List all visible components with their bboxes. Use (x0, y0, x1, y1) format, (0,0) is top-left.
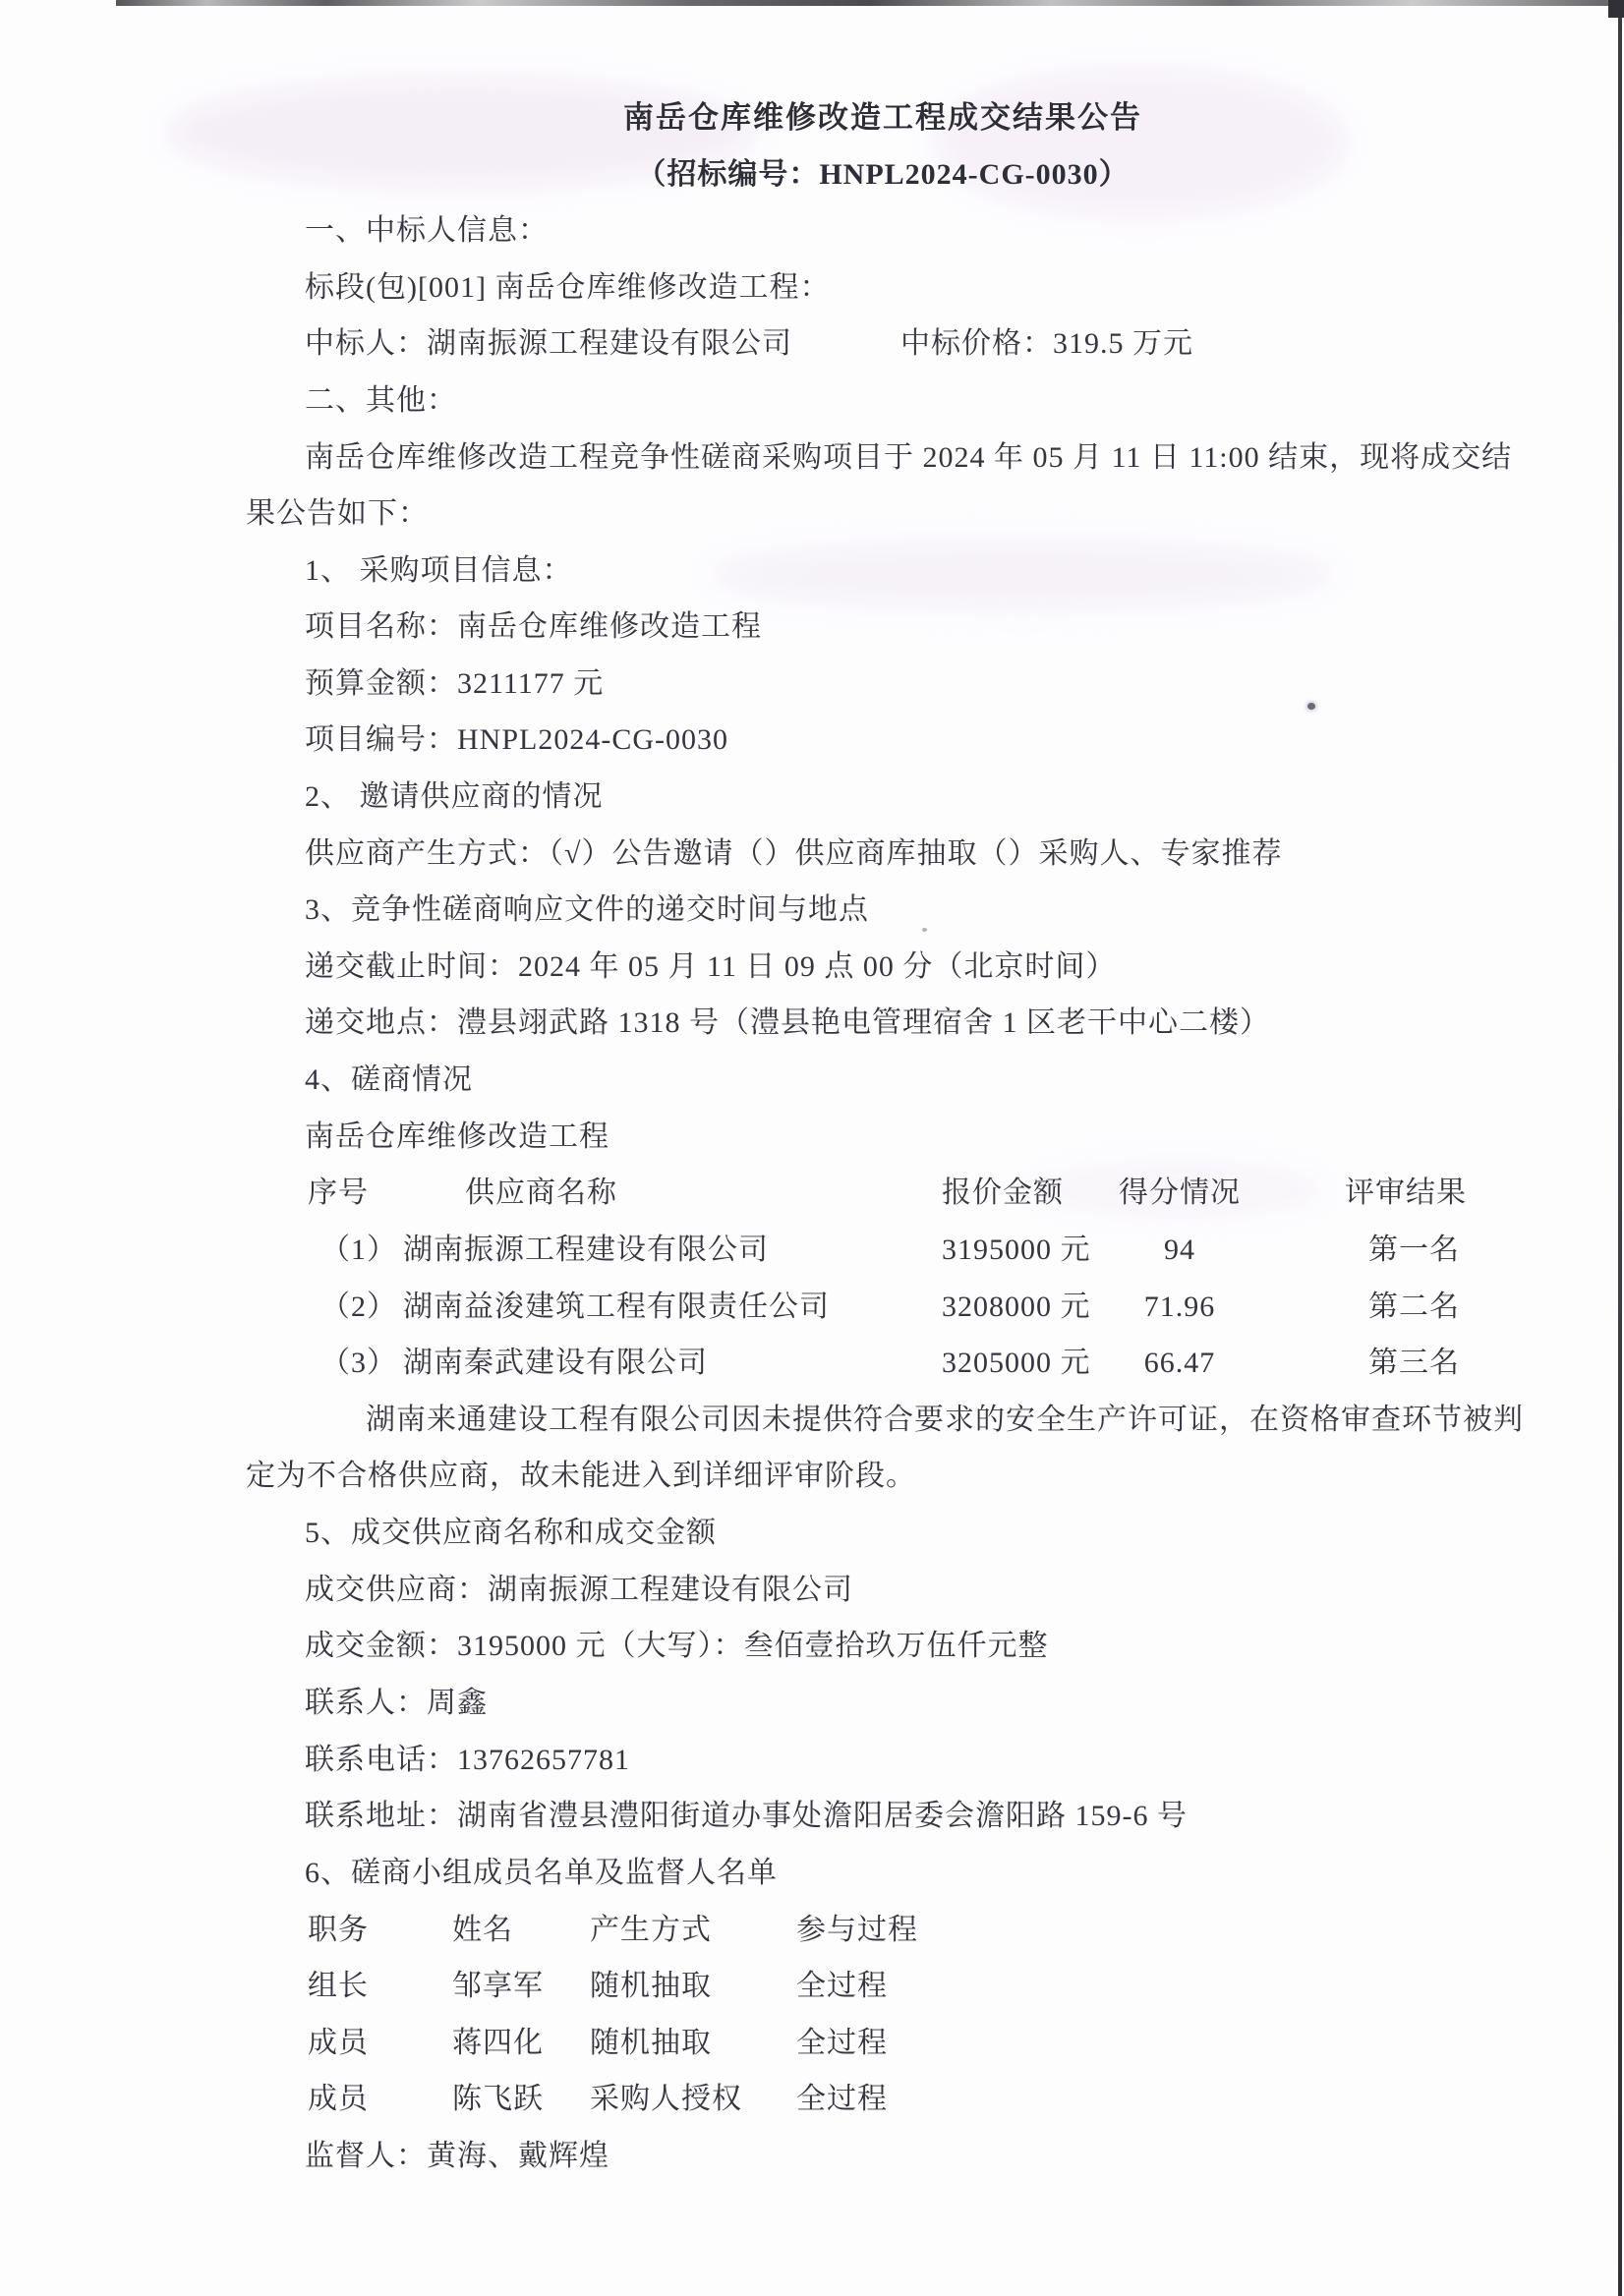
project-number-line: 项目编号：HNPL2024-CG-0030 (305, 723, 728, 756)
supplier-table-header-seq: 序号 (308, 1177, 369, 1209)
supplier-table-header-result: 评审结果 (1345, 1177, 1467, 1209)
panel-row-name: 陈飞跃 (452, 2083, 544, 2115)
panel-row-process: 全过程 (796, 2083, 888, 2115)
negotiation-heading: 4、磋商情况 (305, 1063, 473, 1096)
panel-row-process: 全过程 (796, 2027, 888, 2059)
intro-line-2: 果公告如下： (246, 497, 429, 530)
panel-row-method: 随机抽取 (590, 2027, 712, 2059)
award-amount-line: 成交金额：3195000 元（大写）：叁佰壹拾玖万伍仟元整 (305, 1630, 1049, 1662)
supervisor-line: 监督人：黄海、戴辉煌 (305, 2140, 609, 2172)
scan-speck (922, 928, 927, 932)
panel-row-role: 成员 (308, 2083, 369, 2115)
winner-section-heading: 一、中标人信息： (305, 214, 549, 247)
supplier-row-name: 湖南益浚建筑工程有限责任公司 (403, 1291, 830, 1323)
supplier-row-score: 94 (1164, 1234, 1195, 1266)
panel-row-role: 成员 (308, 2027, 369, 2059)
contact-phone-line: 联系电话：13762657781 (305, 1744, 630, 1776)
supplier-row-price: 3195000 元 (942, 1234, 1091, 1266)
contact-address-line: 联系地址：湖南省澧县澧阳街道办事处澹阳居委会澹阳路 159-6 号 (305, 1800, 1188, 1832)
scan-right-edge-artifact (1618, 0, 1622, 2296)
supplier-row-name: 湖南秦武建设有限公司 (403, 1347, 708, 1379)
supplier-row-seq: （1） (320, 1234, 397, 1266)
panel-header-process: 参与过程 (796, 1914, 918, 1946)
project-info-heading: 1、 采购项目信息： (305, 554, 573, 587)
panel-row-name: 邹享军 (452, 1970, 544, 2002)
deadline-line: 递交截止时间：2024 年 05 月 11 日 09 点 00 分（北京时间） (305, 950, 1117, 983)
disqualification-note-line-1: 湖南来通建设工程有限公司因未提供符合要求的安全生产许可证，在资格审查环节被判 (366, 1404, 1524, 1436)
supplier-row-name: 湖南振源工程建设有限公司 (403, 1234, 769, 1266)
scan-corner-artifact (1608, 0, 1624, 18)
disqualification-note-line-2: 定为不合格供应商，故未能进入到详细评审阶段。 (246, 1460, 916, 1492)
supplier-row-seq: （2） (320, 1291, 397, 1323)
project-name-line: 项目名称：南岳仓库维修改造工程 (305, 610, 762, 643)
supplier-table-header-name: 供应商名称 (465, 1177, 617, 1209)
panel-row-method: 采购人授权 (590, 2083, 742, 2115)
budget-line: 预算金额：3211177 元 (305, 667, 605, 700)
panel-row-name: 蒋四化 (452, 2027, 544, 2059)
supplier-row-price: 3208000 元 (942, 1291, 1091, 1323)
supplier-row-score: 71.96 (1143, 1291, 1216, 1323)
supplier-row-score: 66.47 (1143, 1347, 1216, 1379)
scan-speck (1307, 703, 1315, 710)
doc-title: 南岳仓库维修改造工程成交结果公告 (623, 100, 1142, 135)
other-section-heading: 二、其他： (305, 384, 457, 417)
supplier-method-line: 供应商产生方式：（√）公告邀请（）供应商库抽取（）采购人、专家推荐 (305, 837, 1283, 870)
winner-price-line: 中标价格：319.5 万元 (900, 327, 1193, 360)
invitation-heading: 2、 邀请供应商的情况 (305, 780, 604, 813)
panel-heading: 6、磋商小组成员名单及监督人名单 (305, 1857, 778, 1889)
supplier-table-header-score: 得分情况 (1119, 1177, 1241, 1209)
panel-header-method: 产生方式 (590, 1914, 712, 1946)
intro-line-1: 南岳仓库维修改造工程竞争性磋商采购项目于 2024 年 05 月 11 日 11:00 结束，现将成交结 (305, 441, 1513, 474)
supplier-table-header-price: 报价金额 (942, 1177, 1064, 1209)
submission-heading: 3、竞争性磋商响应文件的递交时间与地点 (305, 893, 869, 926)
supplier-row-price: 3205000 元 (942, 1347, 1091, 1379)
supplier-row-result: 第三名 (1368, 1347, 1460, 1379)
supplier-row-seq: （3） (320, 1347, 397, 1379)
supplier-row-result: 第一名 (1368, 1234, 1460, 1266)
panel-row-method: 随机抽取 (590, 1970, 712, 2002)
submission-place-line: 递交地点：澧县翊武路 1318 号（澧县艳电管理宿舍 1 区老干中心二楼） (305, 1006, 1270, 1039)
lot-line: 标段(包)[001] 南岳仓库维修改造工程： (305, 271, 831, 304)
contact-name-line: 联系人：周鑫 (305, 1687, 488, 1719)
panel-header-name: 姓名 (452, 1914, 513, 1946)
winner-line: 中标人：湖南振源工程建设有限公司 (305, 327, 792, 360)
supplier-row-result: 第二名 (1368, 1291, 1460, 1323)
scan-top-edge-artifact (116, 0, 1624, 6)
negotiation-project-line: 南岳仓库维修改造工程 (305, 1120, 609, 1153)
scan-smudge (708, 541, 1337, 609)
panel-header-role: 职务 (308, 1914, 369, 1946)
award-supplier-line: 成交供应商：湖南振源工程建设有限公司 (305, 1574, 853, 1606)
award-heading: 5、成交供应商名称和成交金额 (305, 1517, 717, 1549)
panel-row-role: 组长 (308, 1970, 369, 2002)
panel-row-process: 全过程 (796, 1970, 888, 2002)
tender-number-subtitle: （招标编号：HNPL2024-CG-0030） (636, 158, 1130, 191)
